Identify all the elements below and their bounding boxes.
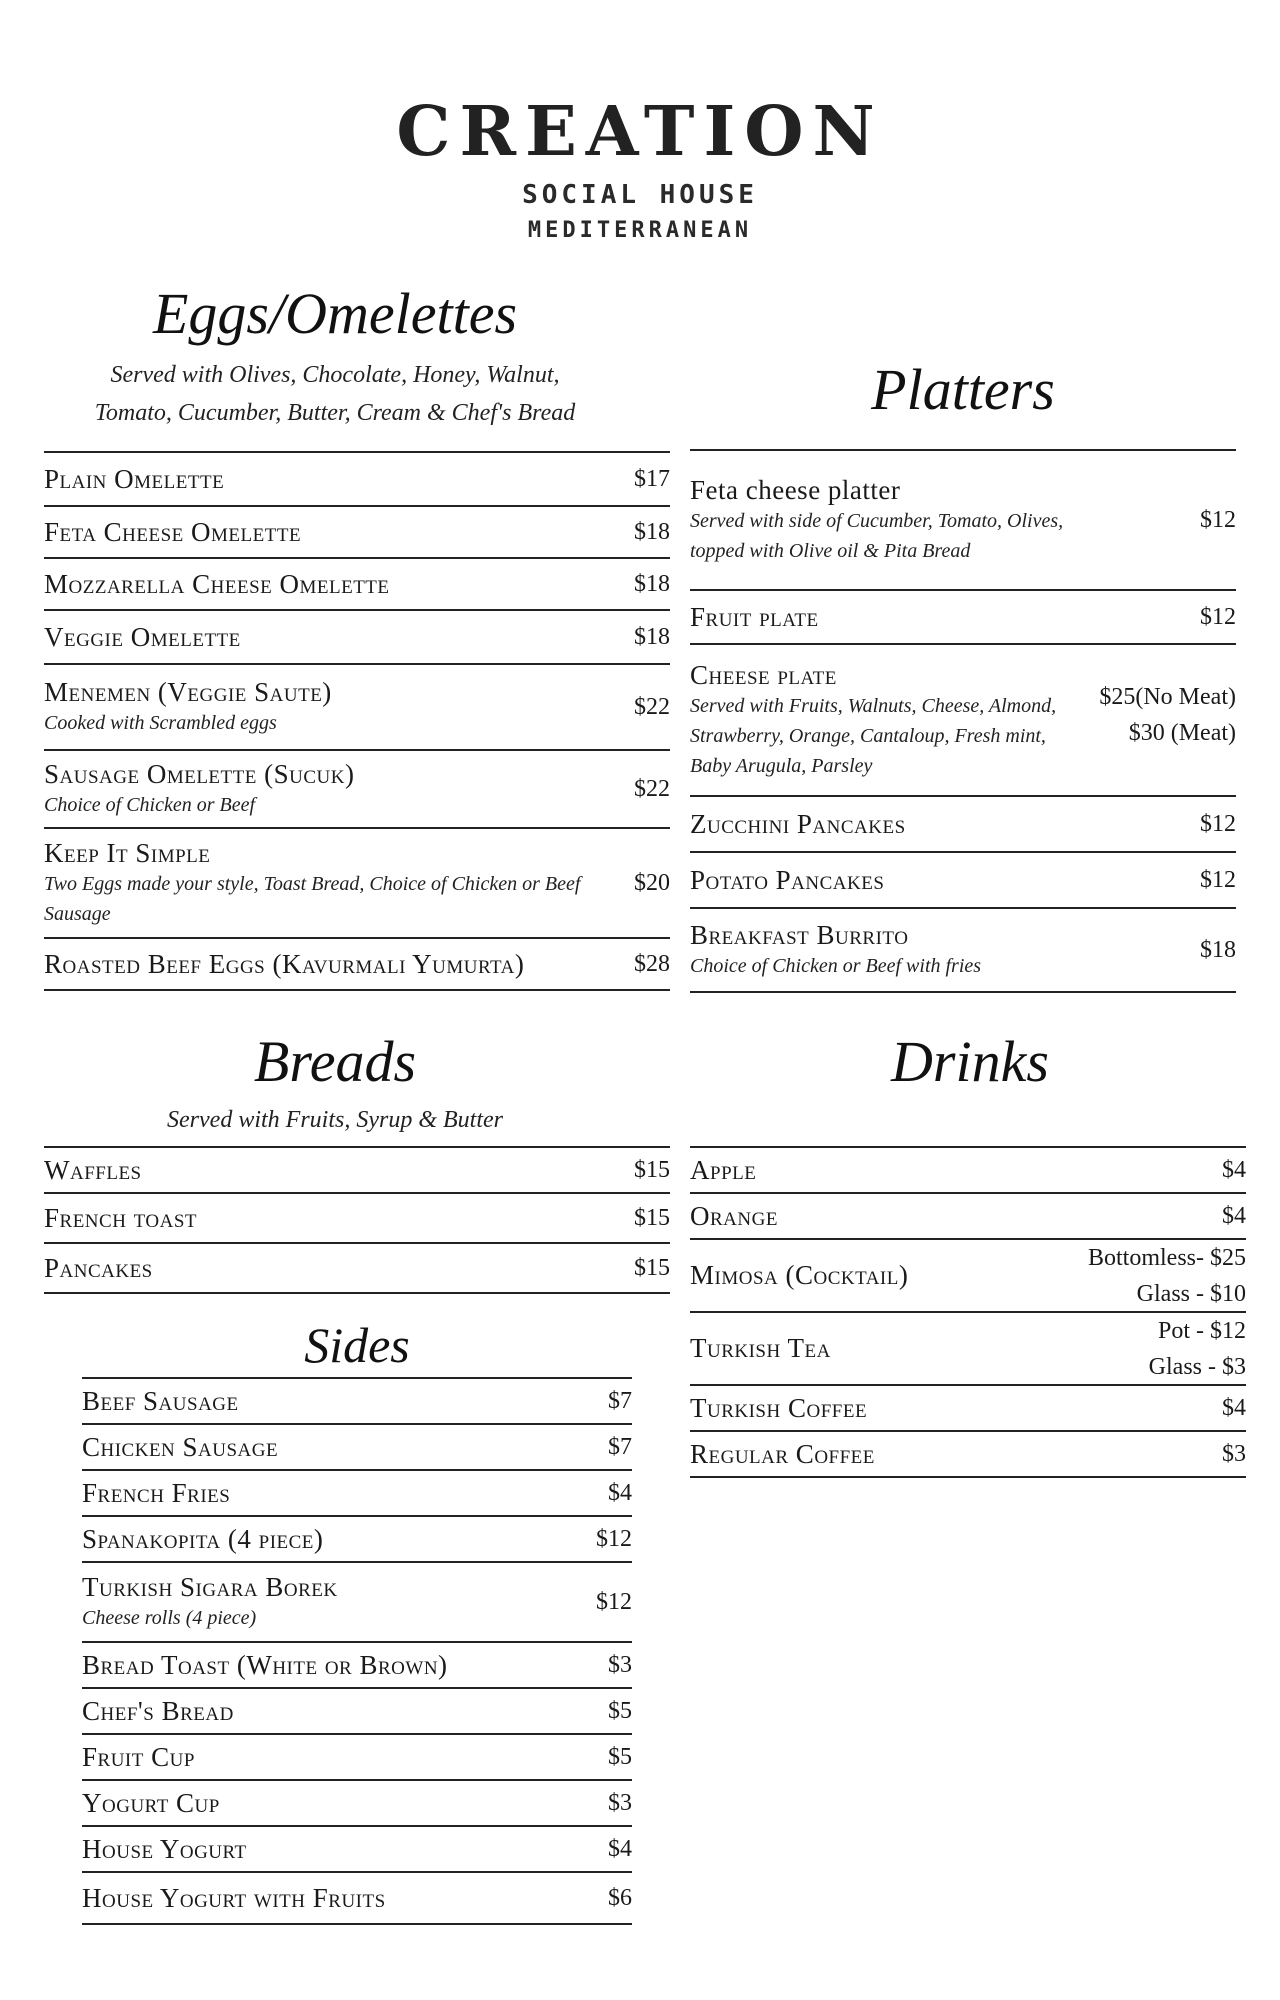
item-name: French Fries [82,1477,231,1508]
item-name: Veggie Omelette [44,621,241,652]
eggs-subtitle-line1: Served with Olives, Chocolate, Honey, Walnut, [110,362,560,388]
breads-list [44,1146,670,1294]
menu-item [690,1386,1246,1432]
brand-line-mediterranean: MEDITERRANEAN [527,218,753,243]
menu-item [82,1471,632,1517]
drinks-title: Drinks [891,1029,1049,1094]
item-description: Two Eggs made your style, Toast Bread, Choice of Chicken or Beef Sausage [44,872,581,925]
item-price: $3 [1222,1441,1246,1467]
item-price: $4 [1222,1395,1246,1421]
item-description: Served with side of Cucumber, Tomato, Olives, topped with Olive oil & Pita Bread [690,509,1064,562]
menu-item [82,1643,632,1689]
item-name: Turkish Tea [690,1333,831,1363]
menu-item [44,1244,670,1294]
item-description: Served with Fruits, Walnuts, Cheese, Almond, Strawberry, Orange, Cantaloup, Fresh mint, Baby Arugula, Parsley [690,694,1057,777]
menu-item [690,1313,1246,1386]
item-name: Turkish Sigara Borek [82,1571,338,1602]
item-price: Bottomless- $25 [1087,1244,1246,1271]
item-name: Bread Toast (White or Brown) [82,1649,448,1680]
item-name: Orange [690,1200,778,1231]
menu-item [82,1379,632,1425]
menu-item [44,559,670,611]
item-price: $15 [634,1157,670,1183]
item-name: Keep It Simple [44,837,211,868]
item-name: Beef Sausage [82,1385,239,1416]
item-price: $22 [634,694,670,720]
item-name: Feta Cheese Omelette [44,516,302,547]
menu-item [690,909,1236,993]
menu-item [44,1148,670,1194]
menu-item [82,1735,632,1781]
item-name: Fruit plate [690,601,819,632]
item-name: House Yogurt [82,1833,247,1864]
item-name: Feta cheese platter [690,474,901,505]
item-price: $7 [608,1388,632,1414]
menu-item [690,1432,1246,1478]
item-name: Spanakopita (4 piece) [82,1523,324,1554]
menu-item [44,829,670,939]
brand-name: CREATION [396,92,884,172]
item-name: Cheese plate [690,659,837,690]
menu-item [44,507,670,559]
menu-item [82,1781,632,1827]
item-price: $12 [1200,507,1236,533]
item-name: Roasted Beef Eggs (Kavurmali Yumurta) [44,948,525,979]
menu-item [690,1148,1246,1194]
item-price: $18 [634,519,670,545]
item-name: Menemen (Veggie Saute) [44,676,332,707]
item-name: Apple [690,1154,757,1185]
item-description: Cooked with Scrambled eggs [44,711,277,734]
platters-title: Platters [871,357,1055,422]
menu-item [690,1194,1246,1240]
menu-item [44,453,670,507]
item-price: $4 [1222,1157,1246,1183]
menu-item [82,1517,632,1563]
item-name: Regular Coffee [690,1438,875,1469]
item-description: Choice of Chicken or Beef with fries [690,954,982,977]
item-price: $25(No Meat) [1099,684,1236,710]
item-name: Zucchini Pancakes [690,808,906,839]
item-price: $3 [608,1790,632,1816]
brand-line-social-house: SOCIAL HOUSE [522,180,758,210]
item-price: $12 [596,1589,632,1615]
item-name: Potato Pancakes [690,864,885,895]
eggs-subtitle-line2: Tomato, Cucumber, Butter, Cream & Chef's Bread [94,400,576,426]
item-price: $17 [634,466,670,492]
breads-title: Breads [253,1029,417,1094]
item-price: $4 [608,1836,632,1862]
item-price: Pot - $12 [1157,1317,1246,1344]
breads-subtitle: Served with Fruits, Syrup & Butter [167,1107,503,1133]
item-price: $28 [634,951,670,977]
item-price: $5 [608,1744,632,1770]
item-price: $4 [608,1480,632,1506]
menu-item [82,1425,632,1471]
item-price: $18 [1200,937,1236,963]
item-name: House Yogurt with Fruits [82,1882,386,1913]
menu-item [82,1689,632,1735]
item-name: Breakfast Burrito [690,919,909,950]
item-price: $5 [608,1698,632,1724]
item-name: Mozzarella Cheese Omelette [44,568,390,599]
item-name: Yogurt Cup [82,1787,220,1818]
menu-item [82,1873,632,1925]
menu-item [44,939,670,991]
drinks-list [690,1146,1246,1478]
item-name: Mimosa (Cocktail) [690,1260,909,1290]
menu-item [690,1240,1246,1313]
menu-item [690,645,1236,797]
menu-item [690,591,1236,645]
item-price: $18 [634,624,670,650]
eggs-title: Eggs/Omelettes [152,281,518,346]
item-price: $20 [634,870,670,896]
item-price: $4 [1222,1203,1246,1229]
menu-item [44,1194,670,1244]
eggs-list [44,451,670,991]
menu-item [690,451,1236,591]
item-name: Plain Omelette [44,463,225,494]
item-name: Pancakes [44,1252,153,1283]
item-name: Sausage Omelette (Sucuk) [44,758,355,789]
item-price: $12 [596,1526,632,1552]
item-price: $3 [608,1652,632,1678]
item-name: Fruit Cup [82,1741,195,1772]
menu-item [82,1827,632,1873]
item-description: Choice of Chicken or Beef [44,793,256,816]
item-price: $15 [634,1255,670,1281]
item-price: $7 [608,1434,632,1460]
item-price: $22 [634,776,670,802]
item-price: $12 [1200,811,1236,837]
item-price: $18 [634,571,670,597]
platters-list [690,449,1236,993]
item-description: Cheese rolls (4 piece) [82,1606,257,1629]
item-price-alt: Glass - $10 [1136,1280,1246,1307]
item-name: Chicken Sausage [82,1431,279,1462]
menu-item [82,1563,632,1643]
item-price-alt: $30 (Meat) [1128,720,1236,746]
item-name: Turkish Coffee [690,1392,868,1423]
item-name: French toast [44,1202,198,1233]
item-price: $6 [608,1885,632,1911]
menu-item [44,665,670,751]
menu-item [44,611,670,665]
item-price: $12 [1200,867,1236,893]
item-price-alt: Glass - $3 [1148,1353,1246,1380]
sides-title: Sides [304,1317,410,1373]
item-name: Chef's Bread [82,1695,234,1726]
menu-item [690,797,1236,853]
item-name: Waffles [44,1154,142,1185]
menu-item [690,853,1236,909]
sides-list [82,1377,632,1925]
item-price: $15 [634,1205,670,1231]
menu-item [44,751,670,829]
item-price: $12 [1200,604,1236,630]
